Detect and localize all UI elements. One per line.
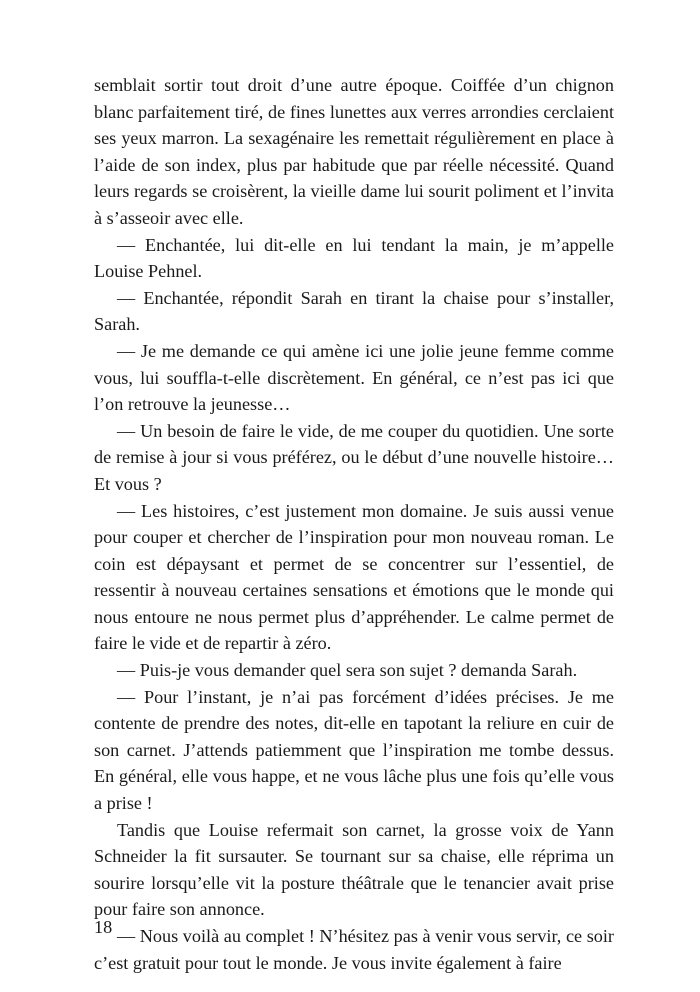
paragraph: — Nous voilà au complet ! N’hésitez pas à venir vous servir, ce soir c’est gratuit pour tout le monde. Je vous invite également à faire xyxy=(94,926,614,973)
paragraph: semblait sortir tout droit d’une autre époque. Coiffée d’un chignon blanc parfaitement tiré, de fines lunettes aux verres arrondies cerclaient ses yeux marron. La sexagénaire les remettait régulièrement en place à l’aide de son index, plus par habitude que par réelle nécessité. Quand leurs regards se croisèrent, la vieille dame lui sourit poliment et l’invita à s’asseoir avec elle. xyxy=(94,75,614,228)
paragraph: — Puis-je vous demander quel sera son sujet ? demanda Sarah. xyxy=(117,660,578,681)
paragraph: — Enchantée, lui dit-elle en lui tendant la main, je m’appelle Louise Pehnel. xyxy=(94,234,614,282)
page-body xyxy=(94,72,614,976)
paragraph: — Un besoin de faire le vide, de me couper du quotidien. Une sorte de remise à jour si vous préférez, ou le début d’une nouvelle histoire… Et vous ? xyxy=(94,420,614,494)
paragraph: — Les histoires, c’est justement mon domaine. Je suis aussi venue pour couper et chercher de l’inspiration pour mon nouveau roman. Le coin est dépaysant et permet de se concentrer sur l’essentiel, de ressentir à nouveau certaines sensations et émotions que le monde qui nous entoure ne nous permet plus d’appréhender. Le calme permet de faire le vide et de repartir à zéro. xyxy=(94,500,614,654)
page-number: 18 xyxy=(94,917,113,937)
paragraph: Tandis que Louise refermait son carnet, la grosse voix de Yann Schneider la fit sursauter. Se tournant sur sa chaise, elle réprima un sourire lorsqu’elle vit la posture théâtrale que le tenancier avait prise pour faire son annonce. xyxy=(94,819,614,920)
paragraph: — Je me demande ce qui amène ici une jolie jeune femme comme vous, lui souffla-t-elle discrètement. En général, ce n’est pas ici que l’on retrouve la jeunesse… xyxy=(94,340,614,415)
paragraph: — Enchantée, répondit Sarah en tirant la chaise pour s’installer, Sarah. xyxy=(94,287,614,335)
paragraph: — Pour l’instant, je n’ai pas forcément d’idées précises. Je me contente de prendre des notes, dit-elle en tapotant la reliure en cuir de son carnet. J’attends patiemment que l’inspiration me tombe dessus. En général, elle vous happe, et ne vous lâche plus une fois qu’elle vous a prise ! xyxy=(94,686,614,814)
